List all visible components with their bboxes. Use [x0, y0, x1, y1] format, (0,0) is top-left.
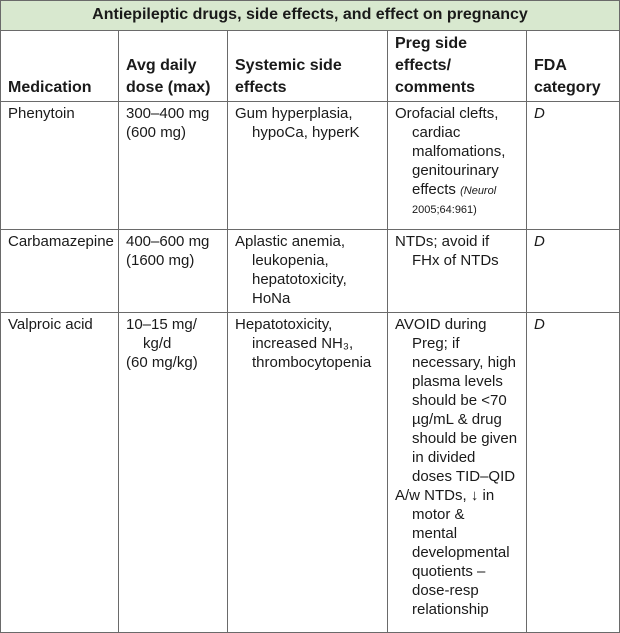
- preg-line-with-ref: [395, 180, 526, 201]
- preg-line: genitourinary: [412, 162, 499, 179]
- header-fda-line-1: FDA: [534, 57, 567, 74]
- cell-fda: D: [527, 230, 620, 313]
- preg-line: developmental: [412, 544, 510, 561]
- preg-line: FHx of NTDs: [412, 252, 499, 269]
- cell-dose: [119, 313, 228, 633]
- cell-medication: Valproic acid: [1, 313, 119, 633]
- preg-line: should be <70: [412, 392, 507, 409]
- dose-line: 10–15 mg/: [126, 316, 197, 333]
- cell-systemic: [228, 230, 388, 313]
- preg-line: should be given: [412, 430, 518, 447]
- preg-line: A/w NTDs, ↓ in: [395, 487, 495, 504]
- header-systemic-line-1: Systemic side: [235, 57, 342, 74]
- preg-line: dose-resp: [412, 582, 479, 599]
- header-systemic: [228, 31, 388, 102]
- header-medication-label: Medication: [8, 79, 92, 96]
- preg-line: quotients –: [412, 563, 486, 580]
- preg-line: motor &: [412, 506, 465, 523]
- preg-line: cardiac: [412, 124, 461, 141]
- header-fda: [527, 31, 620, 102]
- cell-fda: D: [527, 313, 620, 633]
- systemic-line: hypoCa, hyperK: [252, 124, 360, 141]
- cell-fda: D: [527, 102, 620, 230]
- preg-line: necessary, high: [412, 354, 516, 371]
- systemic-line: increased NH₃,: [252, 335, 354, 352]
- header-preg-line-1: Preg side: [395, 35, 468, 52]
- cell-dose: [119, 230, 228, 313]
- cell-preg: [388, 313, 527, 633]
- cell-preg: [388, 230, 527, 313]
- preg-line: Preg; if: [412, 335, 460, 352]
- preg-line: effects: [412, 181, 456, 198]
- cell-systemic: [228, 102, 388, 230]
- systemic-line: Hepatotoxicity,: [235, 316, 333, 333]
- preg-line: malfomations,: [412, 143, 506, 160]
- table-header-row: [1, 31, 620, 102]
- preg-line: Orofacial clefts,: [395, 105, 499, 122]
- systemic-line: HoNa: [252, 290, 291, 307]
- systemic-line: Aplastic anemia,: [235, 233, 346, 250]
- preg-line: NTDs; avoid if: [395, 233, 490, 250]
- header-dose: [119, 31, 228, 102]
- cell-systemic: [228, 313, 388, 633]
- systemic-line: Gum hyperplasia,: [235, 105, 353, 122]
- preg-line: mental: [412, 525, 458, 542]
- header-medication: [1, 31, 119, 102]
- header-fda-line-2: category: [534, 79, 601, 96]
- cell-preg: [388, 102, 527, 230]
- dose-line: (1600 mg): [126, 252, 195, 269]
- dose-line: 400–600 mg: [126, 233, 210, 250]
- table-row: [1, 230, 620, 313]
- systemic-line: thrombocytopenia: [252, 354, 372, 371]
- table-row: [1, 313, 620, 633]
- preg-line: AVOID during: [395, 316, 487, 333]
- systemic-line: hepatotoxicity,: [252, 271, 347, 288]
- cell-dose: [119, 102, 228, 230]
- header-dose-line-1: Avg daily: [126, 57, 197, 74]
- header-dose-line-2: dose (max): [126, 79, 211, 96]
- table-row: [1, 102, 620, 230]
- header-preg: [388, 31, 527, 102]
- table-title: Antiepileptic drugs, side effects, and effect on pregnancy: [1, 1, 620, 31]
- dose-line: (600 mg): [126, 124, 187, 141]
- cell-medication: Carbamazepine: [1, 230, 119, 313]
- systemic-line: leukopenia,: [252, 252, 329, 269]
- cell-medication: Phenytoin: [1, 102, 119, 230]
- preg-reference: (Neurol: [460, 185, 497, 197]
- header-preg-line-2: effects/: [395, 57, 452, 74]
- preg-line: in divided: [412, 449, 476, 466]
- table-title-row: [1, 1, 620, 31]
- preg-reference: 2005;64:961): [412, 204, 477, 216]
- dose-line: (60 mg/kg): [126, 354, 198, 371]
- preg-line: doses TID–QID: [412, 468, 516, 485]
- preg-line: µg/mL & drug: [412, 411, 502, 428]
- dose-line: 300–400 mg: [126, 105, 210, 122]
- preg-line: relationship: [412, 601, 489, 618]
- dose-line: kg/d: [143, 335, 172, 352]
- preg-line: plasma levels: [412, 373, 503, 390]
- header-preg-line-3: comments: [395, 79, 476, 96]
- header-systemic-line-2: effects: [235, 79, 287, 96]
